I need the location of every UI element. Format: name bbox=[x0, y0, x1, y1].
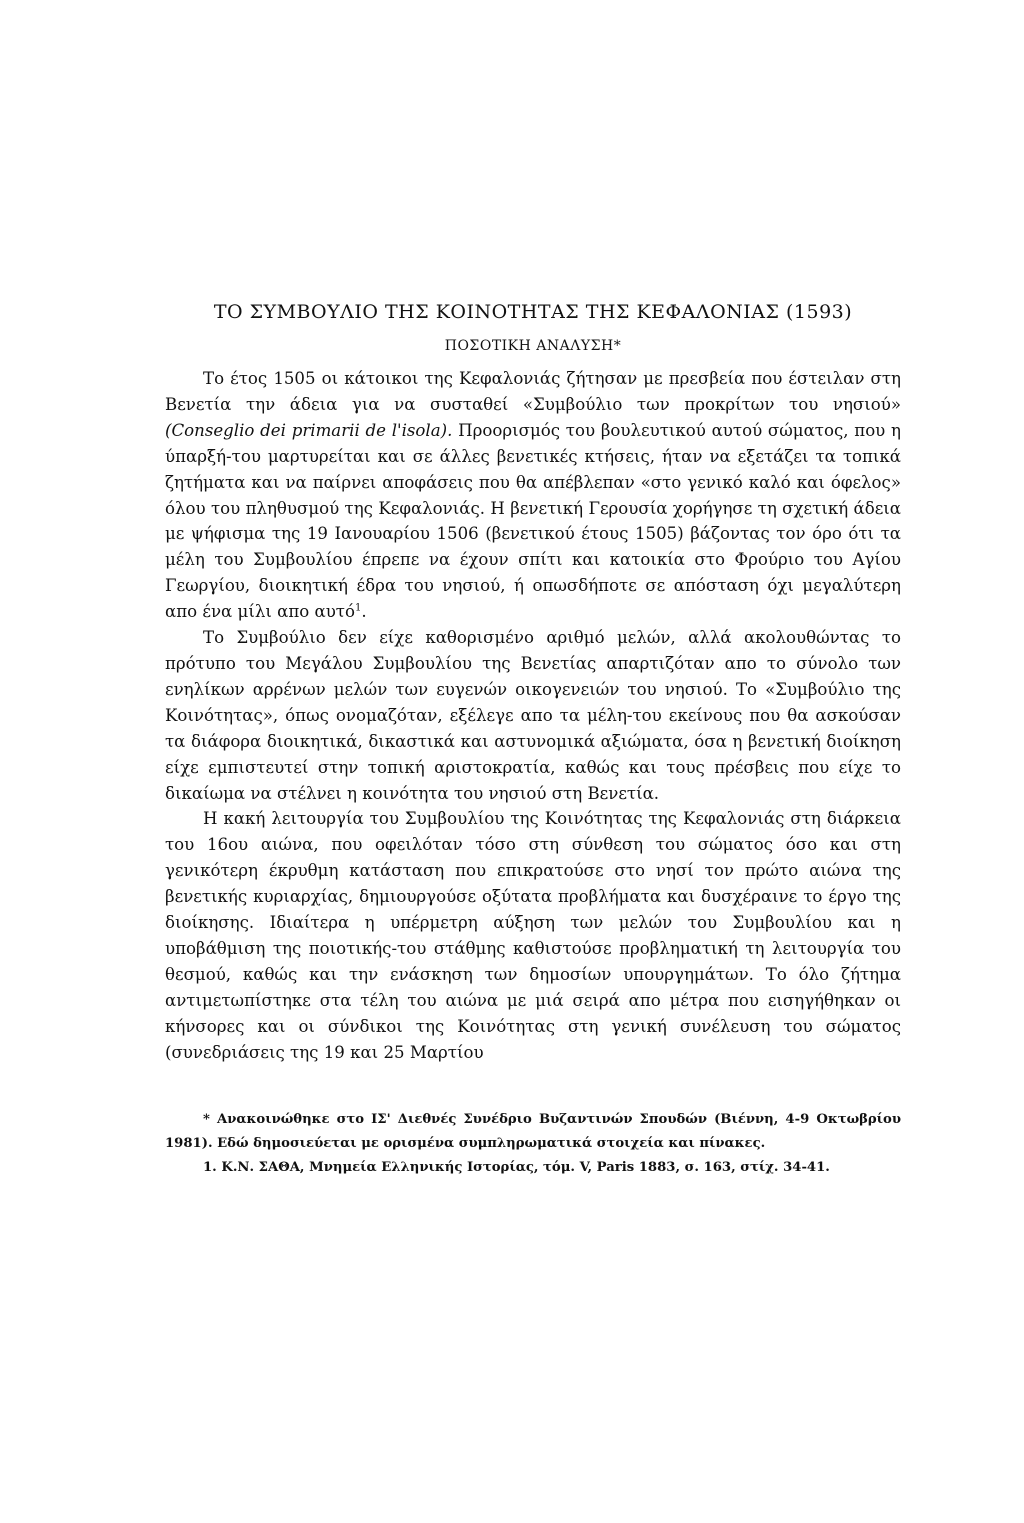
paragraph-1-text-b: Προορισμός του βουλευτικού αυτού σώματος, που η ύπαρξή-του μαρτυρείται και σε άλλες βενετικές κτήσεις, ήταν να εξετάζει τα τοπικά ζητήματα και να παίρνει αποφάσεις που θα απέβλεπαν «στο γενικό καλό και όφελος» όλου του πληθυσμού της Κεφαλονιάς. Η βενετική Γερουσία χορήγησε τη σχετική άδεια με ψήφισμα της 19 Ιανουαρίου 1506 (βενετικού έτους 1505) βάζοντας τον όρο ότι τα μέλη του Συμβουλίου έπρεπε να έχουν σπίτι και κατοικία στο Φρούριο του Αγίου Γεωργίου, διοικητική έδρα του νησιού, ή οπωσδήποτε σε απόσταση όχι μεγαλύτερη απο ένα μίλι απο αυτό bbox=[165, 420, 901, 622]
paragraph-1-text-a: Το έτος 1505 οι κάτοικοι της Κεφαλονιάς ζήτησαν με πρεσβεία που έστειλαν στη Βενετία την άδεια για να συσταθεί «Συμβούλιο των προκρίτων του νησιού» bbox=[165, 369, 901, 414]
paragraph-3: Η κακή λειτουργία του Συμβουλίου της Κοινότητας της Κεφαλονιάς στη διάρκεια του 16ου αιώνα, που οφειλόταν τόσο στη σύνθεση του σώματος όσο και στη γενικότερη έκρυθμη κατάσταση που επικρατούσε στο νησί τον πρώτο αιώνα της βενετικής κυριαρχίας, δημιουργούσε οξύτατα προβλήματα και δυσχέραινε το έργο της διοίκησης. Ιδιαίτερα η υπέρμετρη αύξηση των μελών του Συμβουλίου και η υποβάθμιση της ποιοτικής-του στάθμης καθιστούσε προβληματική τη λειτουργία του θεσμού, καθώς και την ενάσκηση των δημοσίων υπουργημάτων. Το όλο ζήτημα αντιμετωπίστηκε στα τέλη του αιώνα με μιά σειρά απο μέτρα που εισηγήθηκαν οι κήνσορες και οι σύνδικοι της Κοινότητας στη γενική συνέλευση του σώματος (συνεδριάσεις της 19 και 25 Μαρτίου bbox=[165, 809, 901, 1062]
article-subtitle: ΠΟΣΟΤΙΚΗ ΑΝΑΛΥΣΗ* bbox=[444, 338, 622, 354]
footnote-ref-1: 1 bbox=[354, 602, 362, 614]
article-title: ΤΟ ΣΥΜΒΟΥΛΙΟ ΤΗΣ ΚΟΙΝΟΤΗΤΑΣ ΤΗΣ ΚΕΦΑΛΟΝΙΑΣ (1593) bbox=[213, 301, 853, 323]
paragraph-1-italic-phrase: (Conseglio dei primarii de l'isola). bbox=[165, 420, 453, 440]
paragraph-1-end: . bbox=[361, 602, 367, 622]
article-page bbox=[165, 296, 901, 1180]
footnotes bbox=[165, 1108, 901, 1180]
footnote-1: 1. Κ.Ν. ΣΑΘΑ, Μνημεία Ελληνικής Ιστορίας, τόμ. V, Paris 1883, σ. 163, στίχ. 34-41. bbox=[203, 1160, 830, 1176]
paragraph-1 bbox=[165, 366, 901, 625]
footnote-star: * Ανακοινώθηκε στο ΙΣ' Διεθνές Συνέδριο Βυζαντινών Σπουδών (Βιέννη, 4-9 Οκτωβρίου 1981). Εδώ δημοσιεύεται με ορισμένα συμπληρωματικά στοιχεία και πίνακες. bbox=[165, 1112, 901, 1152]
paragraph-2: Το Συμβούλιο δεν είχε καθορισμένο αριθμό μελών, αλλά ακολουθώντας το πρότυπο του Μεγάλου Συμβουλίου της Βενετίας απαρτιζόταν απο το σύνολο των ενηλίκων αρρένων μελών των ευγενών οικογενειών του νησιού. Το «Συμβούλιο της Κοινότητας», όπως ονομαζόταν, εξέλεγε απο τα μέλη-του εκείνους που θα ασκούσαν τα διάφορα διοικητικά, δικαστικά και αστυνομικά αξιώματα, όσα η βενετική διοίκηση είχε εμπιστευτεί στην τοπική αριστοκρατία, καθώς και τους πρέσβεις που είχε το δικαίωμα να στέλνει η κοινότητα του νησιού στη Βενετία. bbox=[165, 628, 901, 803]
